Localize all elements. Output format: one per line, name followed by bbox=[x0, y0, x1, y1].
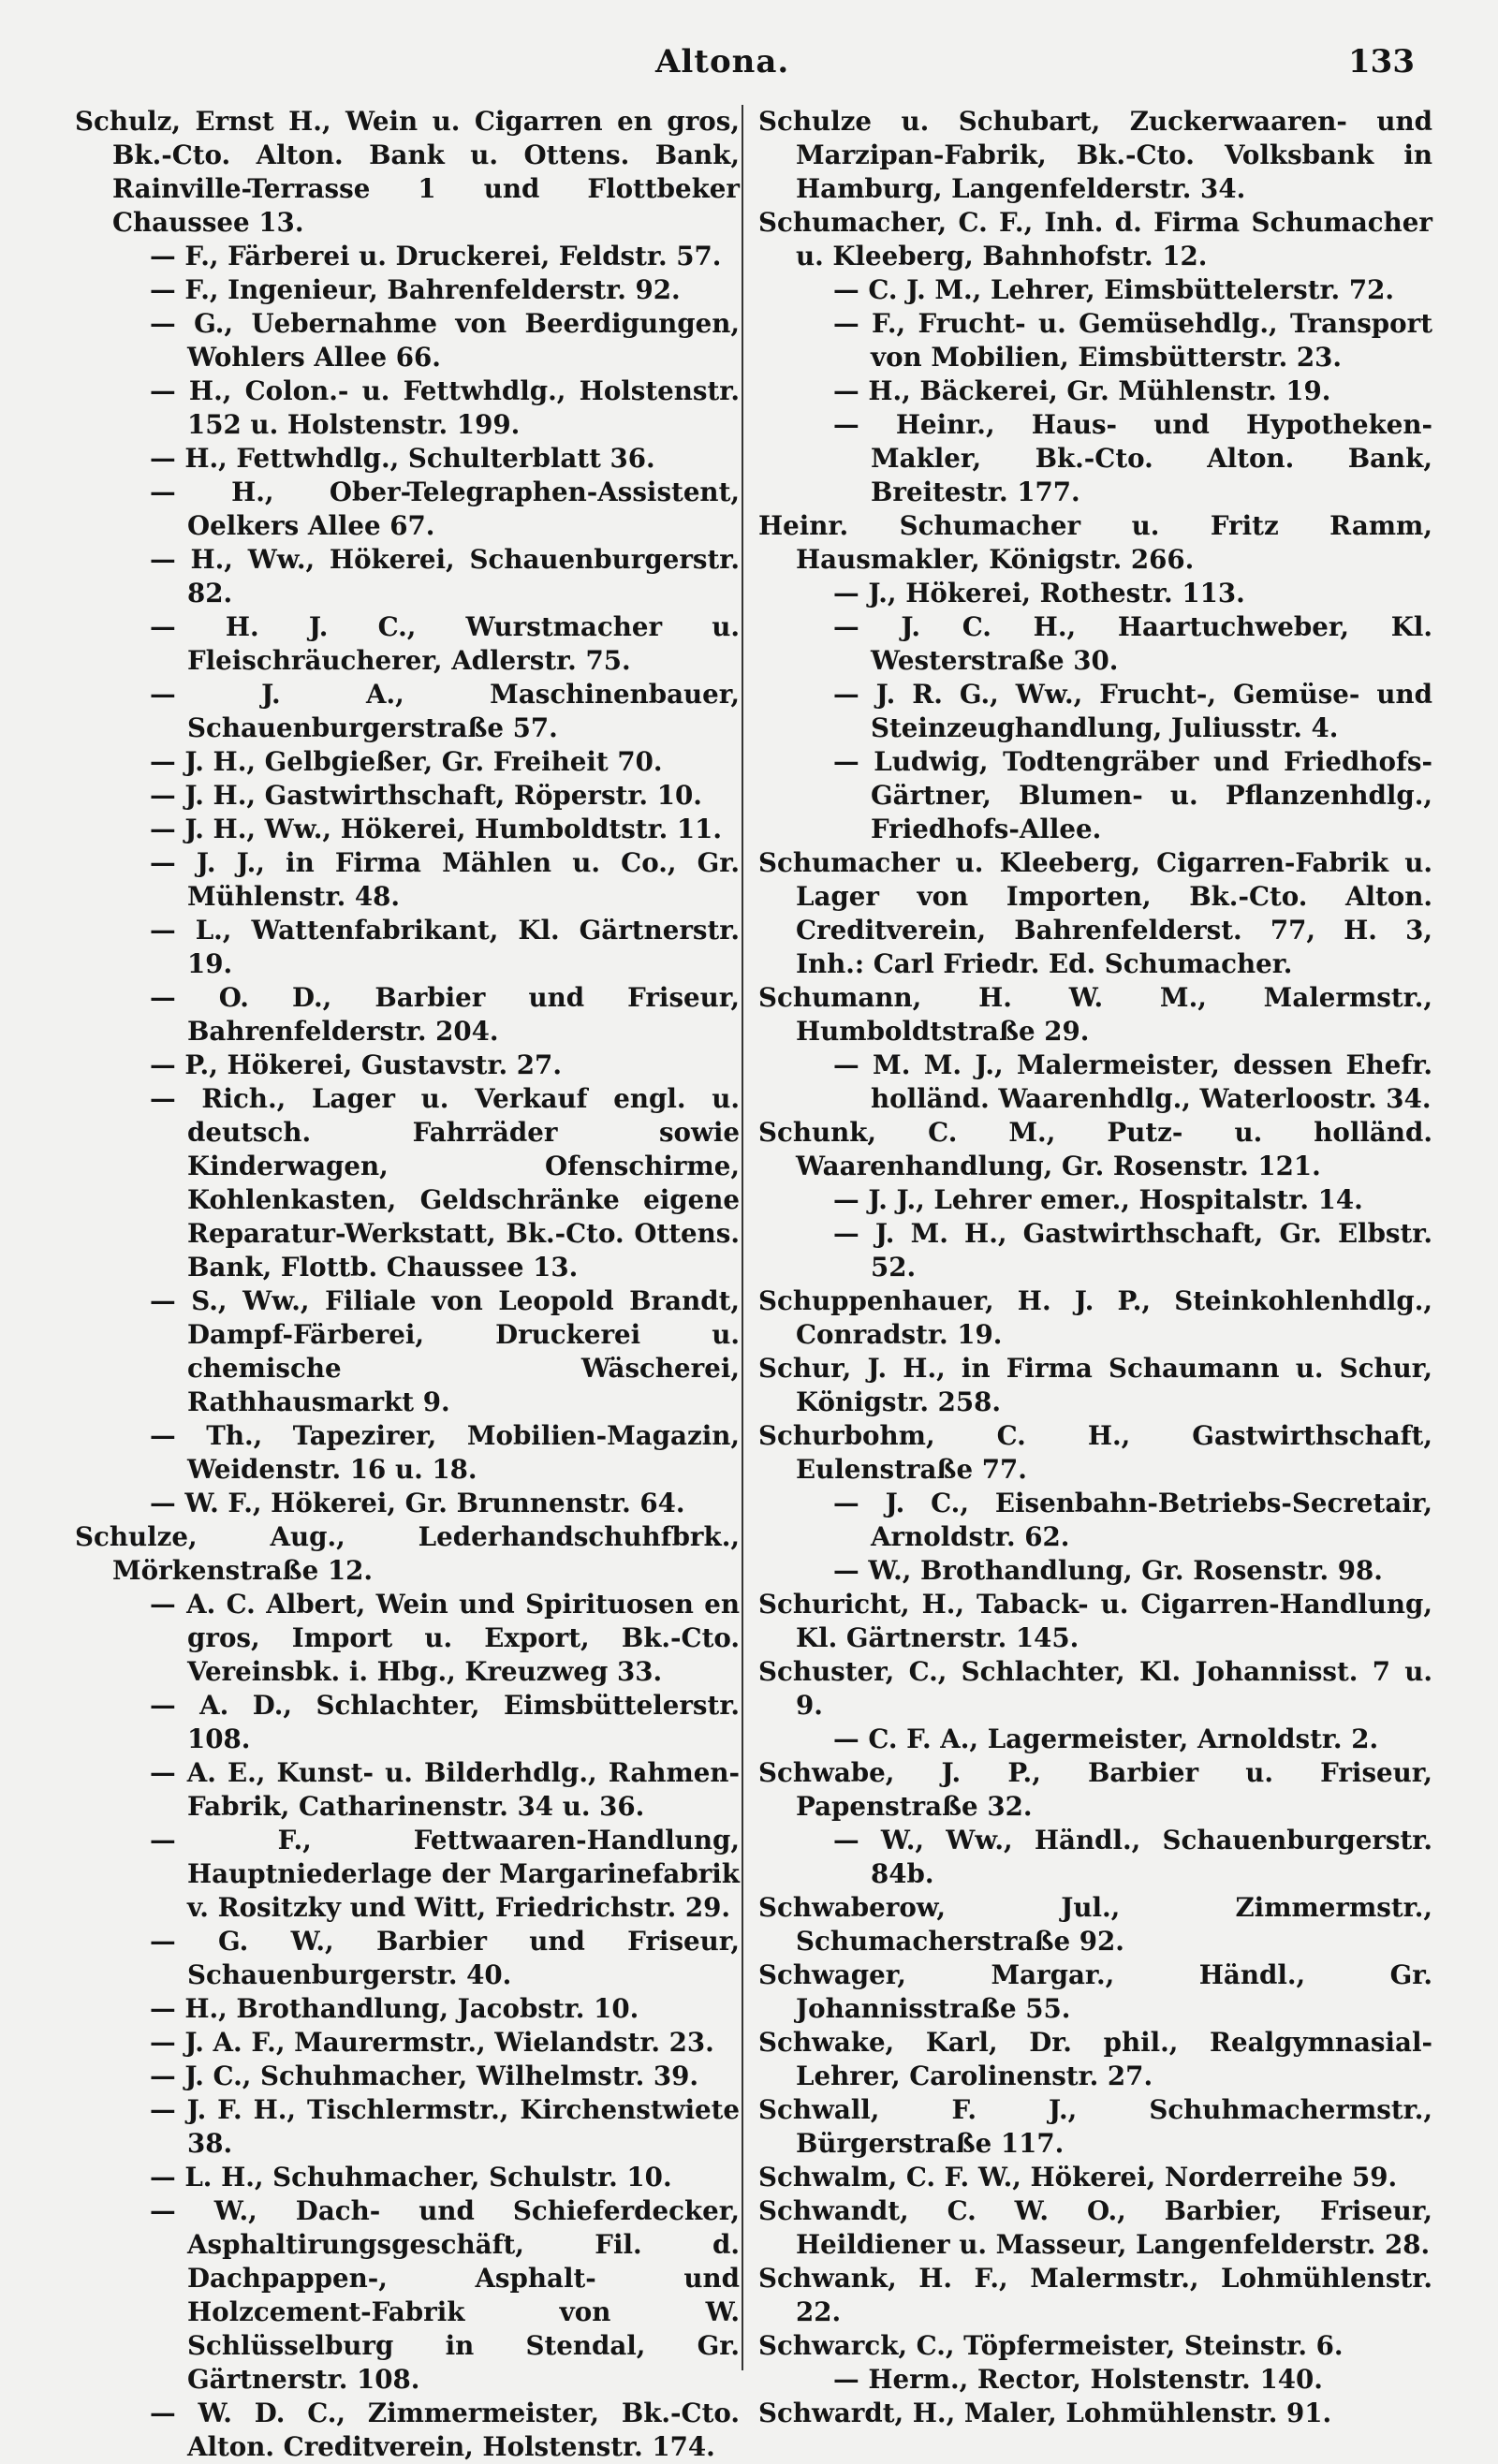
directory-entry: — L., Wattenfabrikant, Kl. Gärtnerstr. 19. bbox=[150, 915, 740, 979]
directory-entry: Schwardt, H., Maler, Lohmühlenstr. 91. bbox=[758, 2398, 1332, 2428]
directory-entry: — A. C. Albert, Wein und Spirituosen en gros, Import u. Export, Bk.-Cto. Vereinsbk. i. Hbg., Kreuzweg 33. bbox=[150, 1589, 740, 1687]
directory-entry: — C. F. A., Lagermeister, Arnoldstr. 2. bbox=[833, 1723, 1379, 1754]
directory-entry: Schwank, H. F., Malermstr., Lohmühlenstr. 22. bbox=[758, 2263, 1432, 2327]
directory-entry: — J. J., in Firma Mählen u. Co., Gr. Mühlenstr. 48. bbox=[150, 847, 740, 912]
directory-entry: — W. D. C., Zimmermeister, Bk.-Cto. Alton. Creditverein, Holstenstr. 174. bbox=[150, 2398, 740, 2462]
directory-entry: — Th., Tapezirer, Mobilien-Magazin, Weidenstr. 16 u. 18. bbox=[150, 1420, 740, 1485]
directory-entry: — W., Ww., Händl., Schauenburgerstr. 84b. bbox=[833, 1825, 1432, 1889]
column-divider bbox=[742, 105, 743, 2370]
directory-entry: — J., Hökerei, Rothestr. 113. bbox=[833, 578, 1245, 609]
directory-entry: — F., Färberei u. Druckerei, Feldstr. 57. bbox=[150, 241, 722, 271]
directory-entry: Schwall, F. J., Schuhmachermstr., Bürgerstraße 117. bbox=[758, 2094, 1432, 2159]
page-title: Altona. bbox=[655, 43, 790, 81]
directory-entry: — J. H., Gelbgießer, Gr. Freiheit 70. bbox=[150, 746, 663, 777]
directory-entry: — W., Dach- und Schieferdecker, Asphaltirungsgeschäft, Fil. d. Dachpappen-, Asphalt- und Holzcement-Fabrik von W. Schlüsselburg in Stendal, Gr. Gärtnerstr. 108. bbox=[150, 2195, 740, 2395]
directory-entry: Schwandt, C. W. O., Barbier, Friseur, Heildiener u. Masseur, Langenfelderstr. 28. bbox=[758, 2195, 1432, 2260]
directory-entry: — H., Bäckerei, Gr. Mühlenstr. 19. bbox=[833, 375, 1331, 406]
directory-entry: — S., Ww., Filiale von Leopold Brandt, Dampf-Färberei, Druckerei u. chemische Wäscherei, Rathhausmarkt 9. bbox=[150, 1285, 740, 1417]
directory-entry: — Ludwig, Todtengräber und Friedhofs-Gärtner, Blumen- u. Pflanzenhdlg., Friedhofs-Allee. bbox=[833, 746, 1432, 844]
directory-entry: Schulze u. Schubart, Zuckerwaaren- und Marzipan-Fabrik, Bk.-Cto. Volksbank in Hamburg, Langenfelderstr. 34. bbox=[758, 106, 1432, 204]
page-header bbox=[0, 37, 1498, 94]
directory-entry: Schulze, Aug., Lederhandschuhfbrk., Mörkenstraße 12. bbox=[75, 1521, 740, 1586]
directory-entry: — Rich., Lager u. Verkauf engl. u. deutsch. Fahrräder sowie Kinderwagen, Ofenschirme, Kohlenkasten, Geldschränke eigene Reparatur-Werkstatt, Bk.-Cto. Ottens. Bank, Flottb. Chaussee 13. bbox=[150, 1083, 740, 1283]
directory-entry: — A. E., Kunst- u. Bilderhdlg., Rahmen-Fabrik, Catharinenstr. 34 u. 36. bbox=[150, 1757, 740, 1822]
directory-entry: — H., Ober-Telegraphen-Assistent, Oelkers Allee 67. bbox=[150, 477, 740, 541]
directory-entry: — C. J. M., Lehrer, Eimsbüttelerstr. 72. bbox=[833, 274, 1394, 305]
directory-entry: — H., Colon.- u. Fettwhdlg., Holstenstr. 152 u. Holstenstr. 199. bbox=[150, 375, 740, 440]
directory-entry: Schulz, Ernst H., Wein u. Cigarren en gros, Bk.-Cto. Alton. Bank u. Ottens. Bank, Rainville-Terrasse 1 und Flottbeker Chaussee 13. bbox=[75, 106, 740, 238]
directory-entry: — J. A. F., Maurermstr., Wielandstr. 23. bbox=[150, 2027, 714, 2058]
directory-entry: Schur, J. H., in Firma Schaumann u. Schur, Königstr. 258. bbox=[758, 1353, 1432, 1417]
directory-entry: Schwaberow, Jul., Zimmermstr., Schumacherstraße 92. bbox=[758, 1892, 1432, 1957]
directory-entry: — J. J., Lehrer emer., Hospitalstr. 14. bbox=[833, 1184, 1363, 1215]
directory-entry: — J. F. H., Tischlermstr., Kirchenstwiete 38. bbox=[150, 2094, 740, 2159]
directory-entry: — H., Brothandlung, Jacobstr. 10. bbox=[150, 1993, 639, 2024]
directory-entry: — A. D., Schlachter, Eimsbüttelerstr. 108. bbox=[150, 1690, 740, 1754]
directory-entry: — J. C., Schuhmacher, Wilhelmstr. 39. bbox=[150, 2061, 699, 2091]
directory-entry: — F., Ingenieur, Bahrenfelderstr. 92. bbox=[150, 274, 681, 305]
page-number: 133 bbox=[1348, 43, 1415, 81]
directory-entry: — P., Hökerei, Gustavstr. 27. bbox=[150, 1049, 562, 1080]
left-column bbox=[75, 105, 740, 2464]
directory-entry: — Herm., Rector, Holstenstr. 140. bbox=[833, 2364, 1323, 2395]
directory-entry: Schumacher u. Kleeberg, Cigarren-Fabrik u. Lager von Importen, Bk.-Cto. Alton. Creditverein, Bahrenfelderst. 77, H. 3, Inh.: Carl Friedr. Ed. Schumacher. bbox=[758, 847, 1432, 979]
directory-entry: — H., Fettwhdlg., Schulterblatt 36. bbox=[150, 443, 655, 474]
directory-entry: — H., Ww., Hökerei, Schauenburgerstr. 82. bbox=[150, 544, 740, 609]
directory-entry: Schwarck, C., Töpfermeister, Steinstr. 6. bbox=[758, 2330, 1344, 2361]
directory-entry: — F., Frucht- u. Gemüsehdlg., Transport von Mobilien, Eimsbütterstr. 23. bbox=[833, 308, 1432, 373]
directory-entry: — J. C., Eisenbahn-Betriebs-Secretair, Arnoldstr. 62. bbox=[833, 1488, 1432, 1552]
directory-entry: — F., Fettwaaren-Handlung, Hauptniederlage der Margarinefabrik v. Rositzky und Witt, Friedrichstr. 29. bbox=[150, 1825, 740, 1923]
directory-entry: — Heinr., Haus- und Hypotheken-Makler, Bk.-Cto. Alton. Bank, Breitestr. 177. bbox=[833, 409, 1432, 507]
directory-entry: — H. J. C., Wurstmacher u. Fleischräucherer, Adlerstr. 75. bbox=[150, 611, 740, 676]
directory-entry: Heinr. Schumacher u. Fritz Ramm, Hausmakler, Königstr. 266. bbox=[758, 510, 1432, 575]
directory-entry: — W. F., Hökerei, Gr. Brunnenstr. 64. bbox=[150, 1488, 685, 1518]
directory-entry: Schwager, Margar., Händl., Gr. Johannisstraße 55. bbox=[758, 1959, 1432, 2024]
directory-entry: Schuricht, H., Taback- u. Cigarren-Handlung, Kl. Gärtnerstr. 145. bbox=[758, 1589, 1432, 1653]
directory-entry: Schuppenhauer, H. J. P., Steinkohlenhdlg., Conradstr. 19. bbox=[758, 1285, 1432, 1350]
directory-entry: Schwabe, J. P., Barbier u. Friseur, Papenstraße 32. bbox=[758, 1757, 1432, 1822]
directory-entry: Schurbohm, C. H., Gastwirthschaft, Eulenstraße 77. bbox=[758, 1420, 1432, 1485]
directory-entry: — L. H., Schuhmacher, Schulstr. 10. bbox=[150, 2162, 672, 2193]
directory-entry: — J. M. H., Gastwirthschaft, Gr. Elbstr. 52. bbox=[833, 1218, 1432, 1283]
directory-entry: Schumacher, C. F., Inh. d. Firma Schumacher u. Kleeberg, Bahnhofstr. 12. bbox=[758, 207, 1432, 271]
directory-entry: — W., Brothandlung, Gr. Rosenstr. 98. bbox=[833, 1555, 1383, 1586]
directory-entry: — J. H., Gastwirthschaft, Röperstr. 10. bbox=[150, 780, 702, 811]
directory-entry: — J. H., Ww., Hökerei, Humboldtstr. 11. bbox=[150, 814, 723, 844]
directory-entry: — M. M. J., Malermeister, dessen Ehefr. holländ. Waarenhdlg., Waterloostr. 34. bbox=[833, 1049, 1432, 1114]
directory-entry: — J. C. H., Haartuchweber, Kl. Westerstraße 30. bbox=[833, 611, 1432, 676]
directory-entry: Schwalm, C. F. W., Hökerei, Norderreihe 59. bbox=[758, 2162, 1398, 2193]
directory-entry: — G. W., Barbier und Friseur, Schauenburgerstr. 40. bbox=[150, 1926, 740, 1990]
directory-entry: — J. A., Maschinenbauer, Schauenburgerstraße 57. bbox=[150, 679, 740, 743]
directory-entry: — G., Uebernahme von Beerdigungen, Wohlers Allee 66. bbox=[150, 308, 740, 373]
right-column bbox=[758, 105, 1432, 2430]
directory-entry: — J. R. G., Ww., Frucht-, Gemüse- und Steinzeughandlung, Juliusstr. 4. bbox=[833, 679, 1432, 743]
directory-entry: Schunk, C. M., Putz- u. holländ. Waarenhandlung, Gr. Rosenstr. 121. bbox=[758, 1117, 1432, 1181]
directory-entry: Schuster, C., Schlachter, Kl. Johannisst. 7 u. 9. bbox=[758, 1656, 1432, 1721]
directory-entry: — O. D., Barbier und Friseur, Bahrenfelderstr. 204. bbox=[150, 982, 740, 1047]
directory-entry: Schumann, H. W. M., Malermstr., Humboldtstraße 29. bbox=[758, 982, 1432, 1047]
directory-entry: Schwake, Karl, Dr. phil., Realgymnasial-Lehrer, Carolinenstr. 27. bbox=[758, 2027, 1432, 2091]
